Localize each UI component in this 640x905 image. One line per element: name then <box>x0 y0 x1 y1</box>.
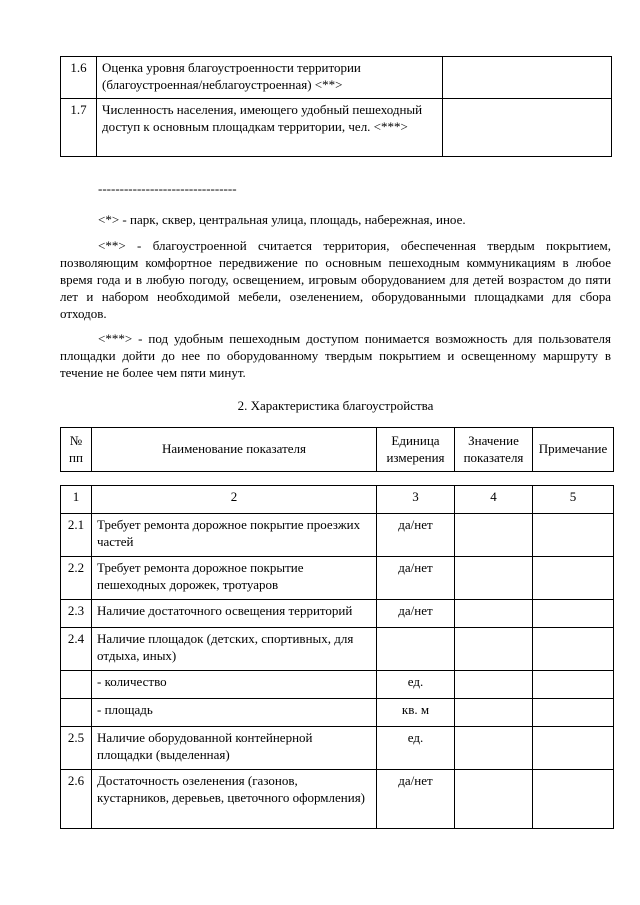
row-number: 2.3 <box>61 600 92 628</box>
col-number: 4 <box>455 486 533 514</box>
row-note-cell <box>533 514 614 557</box>
row-name: Достаточность озеленения (газонов, кустарников, деревьев, цветочного оформления) <box>92 770 377 829</box>
header-name: Наименование показателя <box>92 428 377 472</box>
row-name: - количество <box>92 671 377 699</box>
row-name: - площадь <box>92 699 377 727</box>
row-name: Наличие площадок (детских, спортивных, для отдыха, иных) <box>92 628 377 671</box>
footnote-separator: -------------------------------- <box>98 181 237 196</box>
row-value-cell <box>455 557 533 600</box>
table-row <box>61 557 614 600</box>
table-row <box>61 99 612 157</box>
row-value-cell <box>455 727 533 770</box>
table-row <box>61 770 614 829</box>
row-unit: да/нет <box>377 770 455 829</box>
footnote-2-text: <**> - благоустроенной считается территория, обеспеченная твердым покрытием, позволяющим комфортное передвижение по основным пешеходным коммуникациям в любое время года и в любую погоду, освещением, игровым оборудованием для детей возрастом до пяти лет и набором необходимой мебели, озеленением, оборудованными площадками для сбора отходов. <box>60 238 611 321</box>
row-note-cell <box>533 699 614 727</box>
row-unit: ед. <box>377 671 455 699</box>
footnote-1-text: <*> - парк, сквер, центральная улица, площадь, набережная, иное. <box>98 212 466 227</box>
row-unit: ед. <box>377 727 455 770</box>
col-number: 5 <box>533 486 614 514</box>
row-value-cell <box>455 770 533 829</box>
footnote-3 <box>60 331 611 382</box>
table-row <box>61 57 612 99</box>
row-value-cell <box>455 600 533 628</box>
row-note-cell <box>533 671 614 699</box>
row-note-cell <box>533 557 614 600</box>
column-number-row <box>61 486 614 514</box>
header-value: Значение показателя <box>455 428 533 472</box>
row-unit: да/нет <box>377 557 455 600</box>
row-text: Оценка уровня благоустроенности территории (благоустроенная/неблагоустроенная) <**> <box>97 57 443 99</box>
section-title: 2. Характеристика благоустройства <box>237 398 434 413</box>
col-number: 2 <box>92 486 377 514</box>
row-value-cell <box>443 99 612 157</box>
row-name: Требует ремонта дорожное покрытие проезжих частей <box>92 514 377 557</box>
header-row <box>61 428 614 472</box>
header-note: Примечание <box>533 428 614 472</box>
row-unit: да/нет <box>377 600 455 628</box>
row-unit <box>377 628 455 671</box>
row-value-cell <box>455 628 533 671</box>
row-number: 2.6 <box>61 770 92 829</box>
footnote-1 <box>60 212 611 229</box>
col-number: 3 <box>377 486 455 514</box>
row-number: 2.5 <box>61 727 92 770</box>
row-unit: кв. м <box>377 699 455 727</box>
footnote-3-text: <***> - под удобным пешеходным доступом понимается возможность для пользователя площадки дойти до нее по оборудованному твердым покрытием и освещенному маршруту в течение не более чем пяти минут. <box>60 331 611 380</box>
row-number: 2.1 <box>61 514 92 557</box>
row-value-cell <box>455 699 533 727</box>
table-row <box>61 514 614 557</box>
table-row <box>61 600 614 628</box>
table-row <box>61 699 614 727</box>
table-characteristics <box>60 485 614 829</box>
table-header <box>60 427 614 472</box>
table-row <box>61 671 614 699</box>
row-number: 1.7 <box>61 99 97 157</box>
row-unit: да/нет <box>377 514 455 557</box>
row-value-cell <box>443 57 612 99</box>
row-value-cell <box>455 671 533 699</box>
table-row <box>61 628 614 671</box>
row-text: Численность населения, имеющего удобный пешеходный доступ к основным площадкам территории, чел. <***> <box>97 99 443 157</box>
row-number <box>61 671 92 699</box>
col-number: 1 <box>61 486 92 514</box>
row-number: 2.4 <box>61 628 92 671</box>
row-note-cell <box>533 727 614 770</box>
row-value-cell <box>455 514 533 557</box>
row-number <box>61 699 92 727</box>
row-number: 1.6 <box>61 57 97 99</box>
row-note-cell <box>533 600 614 628</box>
header-unit: Единица измерения <box>377 428 455 472</box>
table-indicators-part1 <box>60 56 612 157</box>
table-row <box>61 727 614 770</box>
row-number: 2.2 <box>61 557 92 600</box>
row-name: Наличие оборудованной контейнерной площадки (выделенная) <box>92 727 377 770</box>
row-note-cell <box>533 628 614 671</box>
row-note-cell <box>533 770 614 829</box>
footnote-2 <box>60 238 611 322</box>
row-name: Требует ремонта дорожное покрытие пешеходных дорожек, тротуаров <box>92 557 377 600</box>
header-num: № пп <box>61 428 92 472</box>
row-name: Наличие достаточного освещения территорий <box>92 600 377 628</box>
